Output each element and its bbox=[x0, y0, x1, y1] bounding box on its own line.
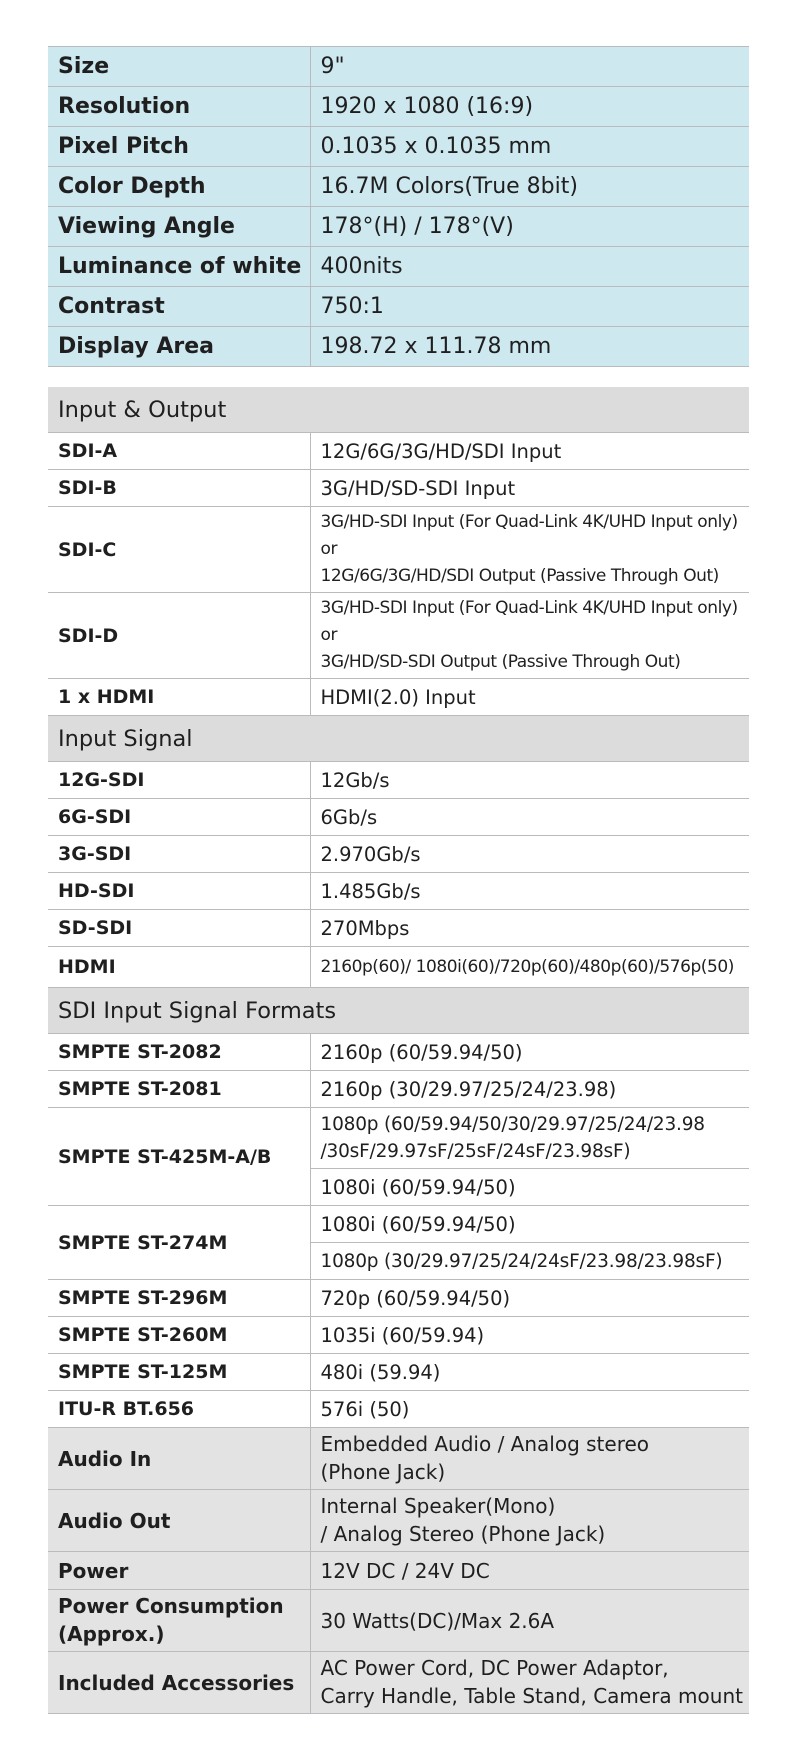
table-row bbox=[48, 1317, 749, 1354]
spec-value: 6Gb/s bbox=[310, 799, 749, 836]
spec-label: SDI-B bbox=[48, 470, 310, 507]
spec-value: 178°(H) / 178°(V) bbox=[310, 207, 749, 247]
spec-label: 3G-SDI bbox=[48, 836, 310, 873]
table-row bbox=[48, 873, 749, 910]
spec-value: 2.970Gb/s bbox=[310, 836, 749, 873]
spec-value: 1035i (60/59.94) bbox=[310, 1317, 749, 1354]
table-row bbox=[48, 207, 749, 247]
spec-sheet bbox=[48, 46, 749, 1714]
spec-value: 9" bbox=[310, 47, 749, 87]
spec-label: Luminance of white bbox=[48, 247, 310, 287]
value-line: 1080p (60/59.94/50/30/29.97/25/24/23.98 bbox=[320, 1114, 705, 1135]
spec-value: 12V DC / 24V DC bbox=[310, 1552, 749, 1590]
spec-label: SMPTE ST-296M bbox=[48, 1280, 310, 1317]
section-header-sdi-formats bbox=[48, 988, 749, 1034]
label-line: Power Consumption bbox=[58, 1594, 284, 1618]
spec-label: SD-SDI bbox=[48, 910, 310, 947]
value-line: Carry Handle, Table Stand, Camera mount bbox=[320, 1683, 743, 1708]
value-line: 3G/HD-SDI Input (For Quad-Link 4K/UHD Input only) or bbox=[320, 512, 738, 559]
value-line: AC Power Cord, DC Power Adaptor, bbox=[320, 1656, 669, 1680]
spec-label: Contrast bbox=[48, 287, 310, 327]
spec-value: 720p (60/59.94/50) bbox=[310, 1280, 749, 1317]
spec-value: 270Mbps bbox=[310, 910, 749, 947]
section-gap bbox=[48, 367, 749, 387]
table-row bbox=[48, 1490, 749, 1552]
spec-value: 198.72 x 111.78 mm bbox=[310, 327, 749, 367]
spec-value: 0.1035 x 0.1035 mm bbox=[310, 127, 749, 167]
spec-value bbox=[310, 593, 749, 679]
spec-value bbox=[310, 1108, 749, 1169]
spec-label: SMPTE ST-274M bbox=[48, 1206, 310, 1280]
value-line: 3G/HD/SD-SDI Output (Passive Through Out) bbox=[320, 652, 681, 672]
table-row bbox=[48, 433, 749, 470]
spec-value: 480i (59.94) bbox=[310, 1354, 749, 1391]
spec-value: 1920 x 1080 (16:9) bbox=[310, 87, 749, 127]
spec-label: SMPTE ST-425M-A/B bbox=[48, 1108, 310, 1206]
table-row bbox=[48, 1552, 749, 1590]
spec-value: 1080i (60/59.94/50) bbox=[310, 1206, 749, 1243]
spec-label: HDMI bbox=[48, 947, 310, 988]
spec-label: SDI-A bbox=[48, 433, 310, 470]
table-row bbox=[48, 593, 749, 679]
spec-value bbox=[310, 507, 749, 593]
spec-label: Display Area bbox=[48, 327, 310, 367]
value-line: /30sF/29.97sF/25sF/24sF/23.98sF) bbox=[320, 1141, 631, 1162]
label-line: (Approx.) bbox=[58, 1621, 165, 1646]
table-row bbox=[48, 910, 749, 947]
spec-value: 400nits bbox=[310, 247, 749, 287]
table-row bbox=[48, 87, 749, 127]
spec-value: 576i (50) bbox=[310, 1391, 749, 1428]
spec-label: ITU-R BT.656 bbox=[48, 1391, 310, 1428]
display-specs-table bbox=[48, 46, 749, 367]
spec-value: 2160p(60)/ 1080i(60)/720p(60)/480p(60)/576p(50) bbox=[310, 947, 749, 988]
spec-value: 2160p (30/29.97/25/24/23.98) bbox=[310, 1071, 749, 1108]
table-row bbox=[48, 327, 749, 367]
table-row bbox=[48, 1428, 749, 1490]
spec-label: 12G-SDI bbox=[48, 762, 310, 799]
table-row bbox=[48, 247, 749, 287]
spec-value bbox=[310, 1490, 749, 1552]
value-line: (Phone Jack) bbox=[320, 1459, 446, 1484]
table-row bbox=[48, 1108, 749, 1169]
spec-label: SMPTE ST-2082 bbox=[48, 1034, 310, 1071]
spec-label: Resolution bbox=[48, 87, 310, 127]
spec-label: Color Depth bbox=[48, 167, 310, 207]
spec-label: SMPTE ST-2081 bbox=[48, 1071, 310, 1108]
table-row bbox=[48, 287, 749, 327]
spec-label: Power bbox=[48, 1552, 310, 1590]
table-row bbox=[48, 1206, 749, 1243]
spec-value: 12G/6G/3G/HD/SDI Input bbox=[310, 433, 749, 470]
table-row bbox=[48, 762, 749, 799]
table-row bbox=[48, 1280, 749, 1317]
table-row bbox=[48, 507, 749, 593]
spec-label: Viewing Angle bbox=[48, 207, 310, 247]
spec-value bbox=[310, 1428, 749, 1490]
table-row bbox=[48, 167, 749, 207]
section-header-input-output bbox=[48, 387, 749, 433]
spec-value: 30 Watts(DC)/Max 2.6A bbox=[310, 1590, 749, 1652]
spec-value: 12Gb/s bbox=[310, 762, 749, 799]
spec-label: 6G-SDI bbox=[48, 799, 310, 836]
section-header-input-signal bbox=[48, 716, 749, 762]
table-row bbox=[48, 470, 749, 507]
table-row bbox=[48, 1071, 749, 1108]
spec-value: 3G/HD/SD-SDI Input bbox=[310, 470, 749, 507]
table-row bbox=[48, 1391, 749, 1428]
table-row bbox=[48, 1590, 749, 1652]
table-row bbox=[48, 127, 749, 167]
spec-value: HDMI(2.0) Input bbox=[310, 679, 749, 716]
table-row bbox=[48, 1354, 749, 1391]
value-line: / Analog Stereo (Phone Jack) bbox=[320, 1521, 606, 1546]
spec-value: 2160p (60/59.94/50) bbox=[310, 1034, 749, 1071]
table-row bbox=[48, 1034, 749, 1071]
table-row bbox=[48, 799, 749, 836]
section-title: Input Signal bbox=[48, 716, 749, 762]
spec-label: SMPTE ST-125M bbox=[48, 1354, 310, 1391]
value-line: 3G/HD-SDI Input (For Quad-Link 4K/UHD Input only) or bbox=[320, 598, 738, 645]
spec-label: Audio In bbox=[48, 1428, 310, 1490]
spec-label bbox=[48, 1590, 310, 1652]
spec-value: 1080p (30/29.97/25/24/24sF/23.98/23.98sF) bbox=[310, 1243, 749, 1280]
section-title: SDI Input Signal Formats bbox=[48, 988, 749, 1034]
spec-label: HD-SDI bbox=[48, 873, 310, 910]
spec-label: SMPTE ST-260M bbox=[48, 1317, 310, 1354]
spec-value bbox=[310, 1652, 749, 1714]
table-row bbox=[48, 47, 749, 87]
value-line: Embedded Audio / Analog stereo bbox=[320, 1432, 650, 1456]
value-line: 12G/6G/3G/HD/SDI Output (Passive Through Out) bbox=[320, 566, 719, 586]
table-row bbox=[48, 679, 749, 716]
io-specs-table bbox=[48, 387, 749, 1714]
table-row bbox=[48, 1652, 749, 1714]
table-row bbox=[48, 947, 749, 988]
spec-value: 1080i (60/59.94/50) bbox=[310, 1169, 749, 1206]
spec-label: Size bbox=[48, 47, 310, 87]
spec-value: 750:1 bbox=[310, 287, 749, 327]
table-row bbox=[48, 836, 749, 873]
spec-label: 1 x HDMI bbox=[48, 679, 310, 716]
spec-value: 1.485Gb/s bbox=[310, 873, 749, 910]
spec-label: SDI-C bbox=[48, 507, 310, 593]
spec-value: 16.7M Colors(True 8bit) bbox=[310, 167, 749, 207]
spec-label: SDI-D bbox=[48, 593, 310, 679]
spec-label: Included Accessories bbox=[48, 1652, 310, 1714]
value-line: Internal Speaker(Mono) bbox=[320, 1494, 556, 1518]
section-title: Input & Output bbox=[48, 387, 749, 433]
spec-label: Audio Out bbox=[48, 1490, 310, 1552]
spec-label: Pixel Pitch bbox=[48, 127, 310, 167]
